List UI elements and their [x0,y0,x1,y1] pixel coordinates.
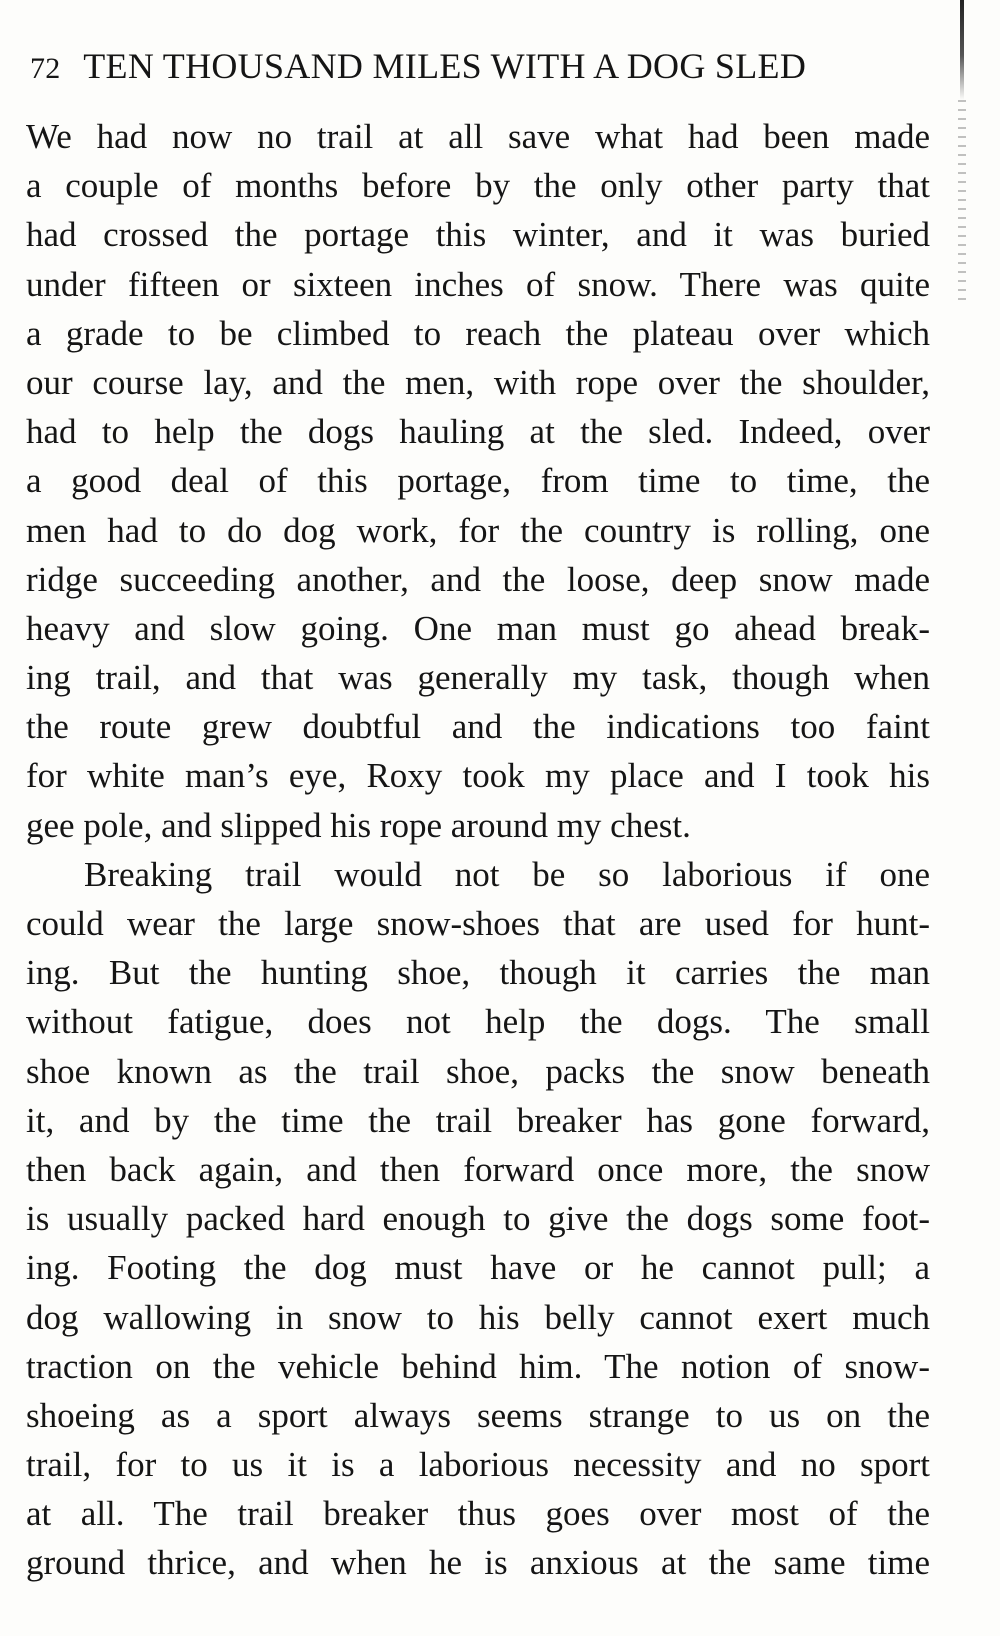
body-text [26,112,930,1588]
text-line: Breaking trail would not be so laborious if one [84,854,930,894]
text-line: ing. But the hunting shoe, though it carries the man [26,953,930,993]
text-line: under fifteen or sixteen inches of snow. There was quite [26,264,930,304]
text-line: dog wallowing in snow to his belly cannot exert much [26,1297,930,1337]
text-line: ing trail, and that was generally my task, though when [26,658,930,698]
text-line: gee pole, and slipped his rope around my chest. [26,805,691,845]
text-line: heavy and slow going. One man must go ahead break- [26,608,930,648]
text-line: a good deal of this portage, from time to time, the [26,461,930,501]
running-title: TEN THOUSAND MILES WITH A DOG SLED [83,46,807,86]
text-line: We had now no trail at all save what had been made [26,117,930,156]
text-line: ing. Footing the dog must have or he cannot pull; a [26,1248,930,1288]
page-edge-marks [958,100,966,300]
paragraph-2 [26,850,930,1588]
text-line: our course lay, and the men, with rope over the shoulder, [26,362,930,402]
text-line: shoe known as the trail shoe, packs the snow beneath [26,1051,930,1091]
text-line: could wear the large snow-shoes that are used for hunt- [26,904,930,943]
paragraph-1 [26,112,930,850]
text-line: a grade to be climbed to reach the plateau over which [26,313,930,353]
text-line: men had to do dog work, for the country is rolling, one [26,510,930,550]
binding-shadow [960,0,964,100]
text-line: ground thrice, and when he is anxious at the same time [26,1543,930,1583]
text-line: had crossed the portage this winter, and it was buried [26,215,930,255]
text-line: shoeing as a sport always seems strange to us on the [26,1395,930,1435]
text-line: is usually packed hard enough to give the dogs some foot- [26,1199,930,1239]
text-line: ridge succeeding another, and the loose, deep snow made [26,559,930,599]
text-line: at all. The trail breaker thus goes over most of the [26,1494,930,1534]
text-line: without fatigue, does not help the dogs. The small [26,1002,930,1042]
running-head [30,46,930,89]
page-number: 72 [30,52,61,85]
text-line: trail, for to us it is a laborious necessity and no sport [26,1445,930,1485]
text-line: had to help the dogs hauling at the sled. Indeed, over [26,412,930,452]
text-line: the route grew doubtful and the indications too faint [26,707,930,747]
text-line: traction on the vehicle behind him. The notion of snow- [26,1346,930,1386]
text-line: a couple of months before by the only other party that [26,166,930,206]
text-line: for white man’s eye, Roxy took my place and I took his [26,756,930,796]
text-line: then back again, and then forward once more, the snow [26,1149,930,1189]
text-line: it, and by the time the trail breaker has gone forward, [26,1100,930,1140]
